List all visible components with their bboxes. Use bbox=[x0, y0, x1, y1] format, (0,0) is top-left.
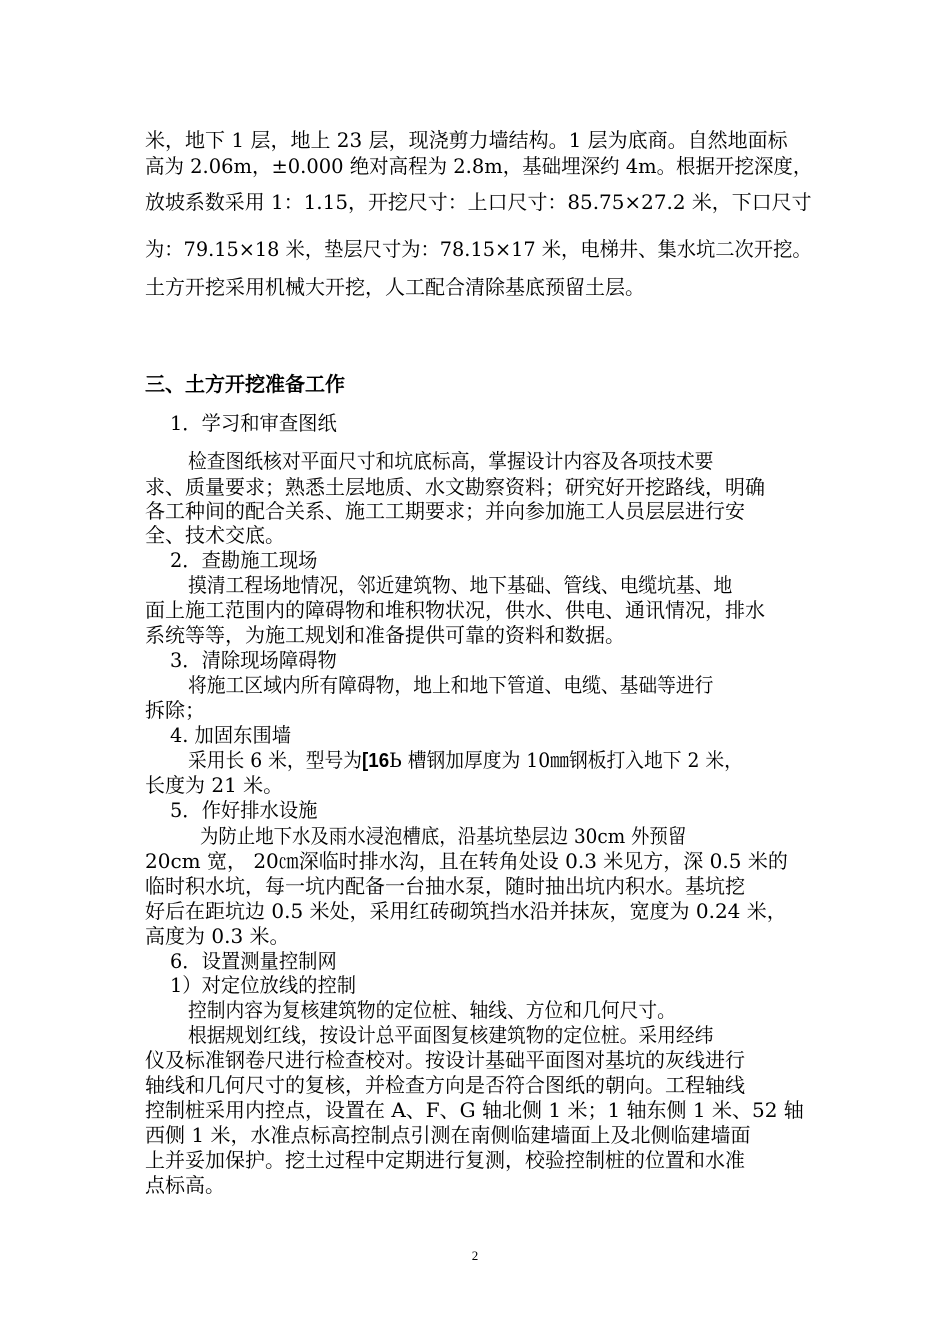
item6-line-1: 控制内容为复核建筑物的定位桩、轴线、方位和几何尺寸。 bbox=[188, 998, 676, 1022]
item1-line-2: 求、质量要求；熟悉土层地质、水文勘察资料；研究好开挖路线，明确 bbox=[145, 475, 765, 499]
intro-line-2: 高为 2.06m，±0.000 绝对高程为 2.8m，基础埋深约 4m。根据开挖深度， bbox=[145, 154, 813, 178]
page-number: 2 bbox=[471, 1248, 479, 1263]
item6-line-6: 西侧 1 米，水准点标高控制点引测在南侧临建墙面上及北侧临建墙面 bbox=[145, 1123, 751, 1147]
item5-line-2: 20cm 宽， 20㎝深临时排水沟，且在转角处设 0.3 米见方，深 0.5 米的 bbox=[145, 849, 788, 873]
item2-line-3: 系统等等，为施工规划和准备提供可靠的资料和数据。 bbox=[145, 623, 625, 647]
item3-line-2: 拆除； bbox=[145, 698, 205, 722]
item5-line-4: 好后在距坑边 0.5 米处，采用红砖砌筑挡水沿并抹灰，宽度为 0.24 米， bbox=[145, 899, 787, 923]
channel-steel-symbol: [16 bbox=[362, 750, 390, 772]
intro-line-1: 米，地下 1 层，地上 23 层，现浇剪力墙结构。1 层为底商。自然地面标 bbox=[145, 128, 788, 152]
item3-line-1: 将施工区域内所有障碍物，地上和地下管道、电缆、基础等进行 bbox=[188, 673, 714, 697]
item5-line-5: 高度为 0.3 米。 bbox=[145, 924, 290, 948]
item5-line-1: 为防止地下水及雨水浸泡槽底，沿基坑垫层边 30cm 外预留 bbox=[200, 824, 687, 848]
section-title: 三、土方开挖准备工作 bbox=[145, 372, 345, 396]
item6-line-4: 轴线和几何尺寸的复核，并检查方向是否符合图纸的朝向。工程轴线 bbox=[145, 1073, 745, 1097]
item6-line-8: 点标高。 bbox=[145, 1173, 225, 1197]
item2-line-2: 面上施工范围内的障碍物和堆积物状况，供水、供电、通讯情况，排水 bbox=[145, 598, 765, 622]
item3-heading: 3．清除现场障碍物 bbox=[170, 648, 337, 672]
item1-line-3: 各工种间的配合关系、施工工期要求；并向参加施工人员层层进行安 bbox=[145, 499, 745, 523]
item4-line-1-part-b: Ь 槽钢加厚度为 10㎜钢板打入地下 2 米， bbox=[389, 748, 743, 772]
item5-heading: 5．作好排水设施 bbox=[170, 798, 318, 822]
intro-line-4: 为：79.15×18 米，垫层尺寸为：78.15×17 米，电梯井、集水坑二次开挖。 bbox=[145, 237, 812, 261]
intro-line-5: 土方开挖采用机械大开挖，人工配合清除基底预留土层。 bbox=[145, 275, 645, 299]
item4-line-1 bbox=[188, 747, 812, 775]
item1-line-1: 检查图纸核对平面尺寸和坑底标高，掌握设计内容及各项技术要 bbox=[188, 449, 714, 473]
item6-line-2: 根据规划红线，按设计总平面图复核建筑物的定位桩。采用经纬 bbox=[188, 1023, 714, 1047]
item4-line-2: 长度为 21 米。 bbox=[145, 773, 284, 797]
item2-heading: 2．查勘施工现场 bbox=[170, 548, 318, 572]
intro-line-3: 放坡系数采用 1：1.15，开挖尺寸：上口尺寸：85.75×27.2 米，下口尺寸 bbox=[145, 190, 812, 214]
item1-line-4: 全、技术交底。 bbox=[145, 523, 285, 547]
item6-line-7: 上并妥加保护。挖土过程中定期进行复测，校验控制桩的位置和水准 bbox=[145, 1148, 745, 1172]
item6-subheading: 1）对定位放线的控制 bbox=[170, 973, 357, 997]
item2-line-1: 摸清工程场地情况，邻近建筑物、地下基础、管线、电缆坑基、地 bbox=[188, 573, 733, 597]
item1-heading: 1．学习和审查图纸 bbox=[170, 411, 337, 435]
item5-line-3: 临时积水坑，每一坑内配备一台抽水泵，随时抽出坑内积水。基坑挖 bbox=[145, 874, 745, 898]
item6-line-3: 仪及标准钢卷尺进行检查校对。按设计基础平面图对基坑的灰线进行 bbox=[145, 1048, 745, 1072]
item4-heading: 4. 加固东围墙 bbox=[170, 723, 292, 747]
item4-line-1-part-a: 采用长 6 米，型号为 bbox=[188, 748, 363, 772]
item6-heading: 6．设置测量控制网 bbox=[170, 949, 337, 973]
item6-line-5: 控制桩采用内控点，设置在 A、F、G 轴北侧 1 米；1 轴东侧 1 米、52 轴 bbox=[145, 1098, 804, 1122]
